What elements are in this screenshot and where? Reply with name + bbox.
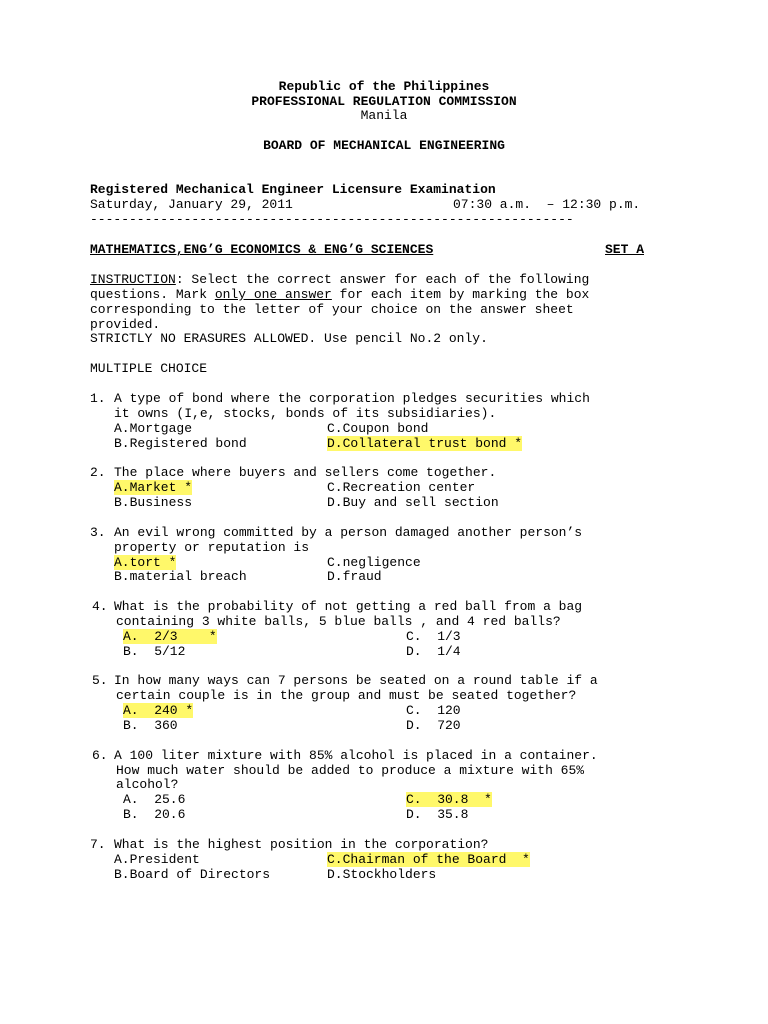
choice-b: B.material breach	[114, 569, 247, 584]
question-number: 4.	[92, 599, 108, 614]
choice-c-correct: C.Chairman of the Board *	[327, 852, 530, 867]
question-number: 1.	[90, 391, 106, 406]
question-text: certain couple is in the group and must be seated together?	[116, 688, 577, 703]
header-commission: PROFESSIONAL REGULATION COMMISSION	[251, 94, 517, 109]
question-text: What is the highest position in the corporation?	[114, 837, 489, 852]
subject-title: MATHEMATICS,ENG’G ECONOMICS & ENG’G SCIENCES	[90, 242, 434, 257]
question-text: A type of bond where the corporation pledges securities which	[114, 391, 590, 406]
choice-a: A.President	[114, 852, 200, 867]
choice-a: A. 25.6	[123, 792, 186, 807]
choice-a-correct: A. 2/3 *	[123, 629, 217, 644]
choice-c: C. 120	[406, 703, 461, 718]
question-number: 2.	[90, 465, 106, 480]
question-text: alcohol?	[116, 777, 179, 792]
exam-date: Saturday, January 29, 2011	[90, 197, 293, 212]
instruction-line-2: questions. Mark only one answer for each item by marking the box	[90, 287, 590, 302]
choice-d: D.Buy and sell section	[327, 495, 499, 510]
set-label: SET A	[605, 242, 645, 257]
choice-a-correct: A.Market *	[114, 480, 193, 495]
choice-d: D.fraud	[327, 569, 382, 584]
exam-title: Registered Mechanical Engineer Licensure Examination	[90, 182, 496, 197]
instruction-label: INSTRUCTION	[90, 272, 176, 287]
question-text: An evil wrong committed by a person damaged another person’s	[114, 525, 583, 540]
header-board: BOARD OF MECHANICAL ENGINEERING	[263, 138, 505, 153]
question-number: 5.	[92, 673, 108, 688]
question-text: What is the probability of not getting a red ball from a bag	[114, 599, 583, 614]
choice-b: B.Board of Directors	[114, 867, 271, 882]
exam-time: 07:30 a.m. – 12:30 p.m.	[453, 197, 641, 212]
choice-b: B. 20.6	[123, 807, 186, 822]
choice-b: B. 5/12	[123, 644, 186, 659]
choice-d: D. 35.8	[406, 807, 469, 822]
choice-c-correct: C. 30.8 *	[406, 792, 492, 807]
choice-c: C. 1/3	[406, 629, 461, 644]
instruction-line-5: STRICTLY NO ERASURES ALLOWED. Use pencil No.2 only.	[90, 331, 488, 346]
choice-c: C.negligence	[327, 555, 421, 570]
section-title: MULTIPLE CHOICE	[90, 361, 208, 376]
header-republic: Republic of the Philippines	[278, 79, 490, 94]
choice-b: B. 360	[123, 718, 178, 733]
choice-a: A.Mortgage	[114, 421, 193, 436]
question-text: The place where buyers and sellers come together.	[114, 465, 497, 480]
question-text: it owns (I,e, stocks, bonds of its subsidiaries).	[114, 406, 497, 421]
question-text: In how many ways can 7 persons be seated on a round table if a	[114, 673, 598, 688]
question-number: 6.	[92, 748, 108, 763]
choice-a-correct: A. 240 *	[123, 703, 194, 718]
choice-a-correct: A.tort *	[114, 555, 177, 570]
instruction-line-4: provided.	[90, 317, 161, 332]
choice-b: B.Registered bond	[114, 436, 247, 451]
question-text: How much water should be added to produce a mixture with 65%	[116, 763, 585, 778]
choice-d-correct: D.Collateral trust bond *	[327, 436, 523, 451]
choice-d: D.Stockholders	[327, 867, 437, 882]
question-text: property or reputation is	[114, 540, 310, 555]
choice-d: D. 1/4	[406, 644, 461, 659]
choice-b: B.Business	[114, 495, 193, 510]
question-text: A 100 liter mixture with 85% alcohol is placed in a container.	[114, 748, 598, 763]
choice-c: C.Coupon bond	[327, 421, 429, 436]
divider-rule: --------------------------------------------------------------	[90, 212, 574, 227]
header-city: Manila	[360, 108, 408, 123]
instruction-line-1: INSTRUCTION: Select the correct answer for each of the following	[90, 272, 590, 287]
only-one-answer-text: only one answer	[214, 287, 332, 302]
instruction-line-3: corresponding to the letter of your choice on the answer sheet	[90, 302, 574, 317]
question-text: containing 3 white balls, 5 blue balls , and 4 red balls?	[116, 614, 561, 629]
question-number: 7.	[90, 837, 106, 852]
question-number: 3.	[90, 525, 106, 540]
choice-d: D. 720	[406, 718, 461, 733]
choice-c: C.Recreation center	[327, 480, 476, 495]
